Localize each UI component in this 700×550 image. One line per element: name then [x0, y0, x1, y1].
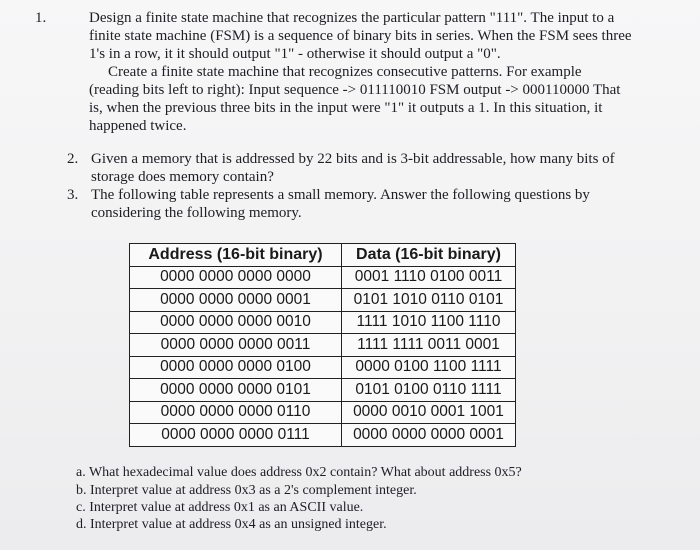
address-cell: 0000 0000 0000 0111: [130, 424, 342, 447]
question-1-line-6: is, when the previous three bits in the input were "1" it outputs a 1. In this situation, it: [89, 100, 603, 116]
question-1-line-4: Create a finite state machine that recognizes consecutive patterns. For example: [108, 64, 582, 80]
address-cell: 0000 0000 0000 0010: [130, 311, 342, 334]
table-row: [130, 401, 516, 424]
address-cell: 0000 0000 0000 0000: [130, 266, 342, 289]
question-1-line-3: 1's in a row, it it should output "1" - otherwise it should output a "0".: [89, 46, 501, 62]
subquestion-c: c. Interpret value at address 0x1 as an ASCII value.: [76, 500, 364, 515]
data-cell: 1111 1111 0011 0001: [342, 334, 516, 357]
table-row: [130, 289, 516, 312]
data-column-header: Data (16-bit binary): [342, 244, 516, 267]
data-cell: 0000 0000 0000 0001: [342, 424, 516, 447]
address-cell: 0000 0000 0000 0001: [130, 289, 342, 312]
question-1-line-1: Design a finite state machine that recognizes the particular pattern "111". The input to a: [89, 10, 615, 26]
question-3-line-1: The following table represents a small memory. Answer the following questions by: [91, 187, 590, 203]
question-1-line-5: (reading bits left to right): Input sequence -> 011110010 FSM output -> 000110000 That: [89, 82, 621, 98]
table-row: [130, 311, 516, 334]
question-1-line-7: happened twice.: [89, 118, 187, 134]
address-cell: 0000 0000 0000 0110: [130, 401, 342, 424]
subquestion-b: b. Interpret value at address 0x3 as a 2's complement integer.: [76, 483, 417, 498]
address-column-header: Address (16-bit binary): [130, 244, 342, 267]
question-2-line-2: storage does memory contain?: [91, 169, 274, 185]
table-row: [130, 266, 516, 289]
question-2-number: 2.: [67, 151, 79, 167]
subquestion-d: d. Interpret value at address 0x4 as an unsigned integer.: [76, 517, 387, 532]
question-3-line-2: considering the following memory.: [91, 205, 302, 221]
data-cell: 0001 1110 0100 0011: [342, 266, 516, 289]
question-3-number: 3.: [67, 187, 79, 203]
address-cell: 0000 0000 0000 0100: [130, 356, 342, 379]
table-row: [130, 424, 516, 447]
data-cell: 0000 0100 1100 1111: [342, 356, 516, 379]
address-cell: 0000 0000 0000 0011: [130, 334, 342, 357]
subquestion-a: a. What hexadecimal value does address 0x2 contain? What about address 0x5?: [76, 465, 522, 480]
table-header-row: [130, 244, 516, 267]
question-2-line-1: Given a memory that is addressed by 22 bits and is 3-bit addressable, how many bits of: [91, 151, 615, 167]
data-cell: 0101 1010 0110 0101: [342, 289, 516, 312]
data-cell: 0000 0010 0001 1001: [342, 401, 516, 424]
question-1-number: 1.: [35, 10, 47, 26]
data-cell: 0101 0100 0110 1111: [342, 379, 516, 402]
table-row: [130, 356, 516, 379]
memory-table: [129, 243, 516, 447]
table-row: [130, 379, 516, 402]
data-cell: 1111 1010 1100 1110: [342, 311, 516, 334]
question-1-line-2: finite state machine (FSM) is a sequence of binary bits in series. When the FSM sees three: [89, 28, 632, 44]
address-cell: 0000 0000 0000 0101: [130, 379, 342, 402]
table-row: [130, 334, 516, 357]
